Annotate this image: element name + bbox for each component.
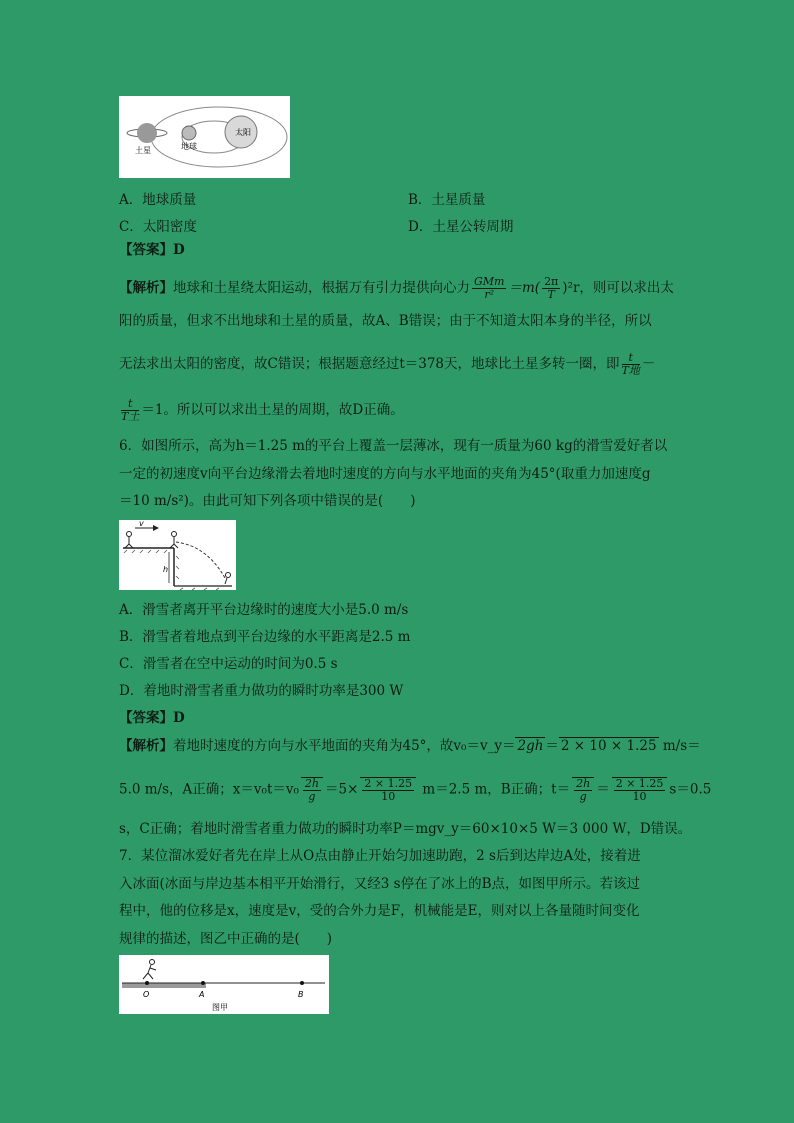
q6-analysis-line3: s，C正确；着地时滑雪者重力做功的瞬时功率P＝mgv_y＝60×10×5 W＝3 000 W，D错误。: [119, 821, 692, 837]
sqrt-numeric: 2 × 10 × 1.25: [560, 738, 657, 754]
q6-stem-line3: ＝10 m/s²)。由此可知下列各项中错误的是( ): [119, 493, 416, 509]
earth-label: 地球: [181, 142, 197, 151]
q5-text-a: 地球和土星绕太阳运动，根据万有引力提供向心力: [173, 280, 470, 296]
q5-text-b: ＝m(: [508, 280, 541, 296]
sqrt-2h-g-2: $\frac{2h}{g}$: [572, 777, 594, 803]
q6-a1-tail: m/s＝: [658, 738, 701, 754]
q5-line3-text: 无法求出太阳的密度，故C错误；根据题意经过t＝378天，地球比土星多转一圈，即: [119, 356, 620, 372]
q7-stem-line4: 规律的描述，图乙中正确的是( ): [119, 931, 333, 947]
q6-option-d: D．着地时滑雪者重力做功的瞬时功率是300 W: [119, 683, 404, 699]
q5-analysis-line4: [119, 398, 679, 423]
velocity-label: v: [139, 520, 144, 528]
t-over-t-earth: $\frac{t}{\text{T地}}$: [621, 351, 640, 377]
q5-option-b: B．土星质量: [408, 192, 486, 208]
point-o-label: O: [143, 990, 150, 999]
q6-a2-d: ＝: [596, 781, 610, 798]
q6-a2-e: s＝0.5: [669, 781, 712, 798]
figure-caption: 图甲: [212, 1003, 228, 1012]
q7-stem-line2: 入冰面(冰面与岸边基本相平开始滑行，又经3 s停在了冰上的B点，如图甲所示。若该过: [119, 876, 640, 892]
skier-platform-figure: [119, 520, 236, 590]
solar-system-diagram: [119, 96, 290, 178]
q7-stem-line3: 程中，他的位移是x，速度是v，受的合外力是F，机械能是E，则对以上各量随时间变化: [119, 903, 640, 919]
q6-option-c: C．滑雪者在空中运动的时间为0.5 s: [119, 656, 338, 672]
sun-label: 太阳: [235, 128, 251, 137]
q6-option-b: B．滑雪者着地点到平台边缘的水平距离是2.5 m: [119, 629, 411, 645]
q5-minus: －: [641, 356, 656, 372]
height-label: h: [163, 565, 169, 574]
q7-stem-line1: 7．某位溜冰爱好者先在岸上从O点由静止开始匀加速助跑，2 s后到达岸边A处，接着进: [119, 848, 641, 864]
skier-diagram: [119, 520, 236, 590]
q5-option-d: D．土星公转周期: [408, 219, 514, 235]
q5-answer: 【答案】D: [119, 242, 185, 258]
sqrt-numeric-frac1: $\frac{2 \times 1.25}{10}$: [360, 777, 416, 803]
q5-option-c: C．太阳密度: [119, 219, 197, 235]
q5-analysis-line1: [119, 276, 679, 301]
q6-a2-a: 5.0 m/s，A正确；x＝v₀t＝v₀: [119, 781, 299, 798]
q5-analysis-line3: [119, 352, 679, 377]
skating-diagram: [119, 955, 329, 1014]
saturn-label: 土星: [135, 146, 151, 155]
gravity-fraction: $\frac{\text{GMm}}{\text{r²}}$: [474, 275, 505, 301]
q5-analysis-line2: 阳的质量，但求不出地球和土星的质量，故A、B错误；由于不知道太阳本身的半径，所以: [119, 313, 652, 329]
skating-figure: [119, 955, 329, 1014]
q6-stem-line1: 6．如图所示，高为h＝1.25 m的平台上覆盖一层薄冰，现有一质量为60 kg的滑雪爱好者以: [119, 438, 668, 454]
q6-a2-c: m＝2.5 m，B正确；t＝: [418, 781, 571, 798]
q5-text-c: )²r，则可以求出太: [562, 280, 674, 296]
sqrt-numeric-frac2: $\frac{2 \times 1.25}{10}$: [612, 777, 668, 803]
q6-a1-mid: ＝: [545, 738, 559, 754]
analysis-tag: 【解析】: [119, 280, 173, 296]
q5-line4-text: ＝1。所以可以求出土星的周期，故D正确。: [141, 402, 404, 418]
sqrt-2gh: 2gh: [517, 738, 544, 754]
q6-a2-b: ＝5×: [325, 781, 359, 798]
q6-stem-line2: 一定的初速度v向平台边缘滑去着地时速度的方向与水平地面的夹角为45°(取重力加速度g: [119, 466, 651, 482]
q6-analysis-line2: [119, 777, 712, 803]
q6-option-a: A．滑雪者离开平台边缘时的速度大小是5.0 m/s: [119, 602, 409, 618]
point-a-label: A: [199, 990, 205, 999]
solar-system-figure: [119, 96, 290, 178]
q6-a1-text: 着地时速度的方向与水平地面的夹角为45°，故v₀＝v_y＝: [173, 738, 516, 754]
omega-fraction: $\frac{2\pi}{T}$: [544, 275, 559, 301]
point-b-label: B: [298, 990, 304, 999]
t-over-t-saturn: $\frac{t}{\text{T土}}$: [121, 397, 140, 423]
q6-analysis-line1: [119, 737, 701, 755]
analysis-tag: 【解析】: [119, 738, 173, 754]
sqrt-2h-g: $\frac{2h}{g}$: [301, 777, 323, 803]
q6-answer: 【答案】D: [119, 710, 185, 726]
q5-option-a: A．地球质量: [119, 192, 197, 208]
